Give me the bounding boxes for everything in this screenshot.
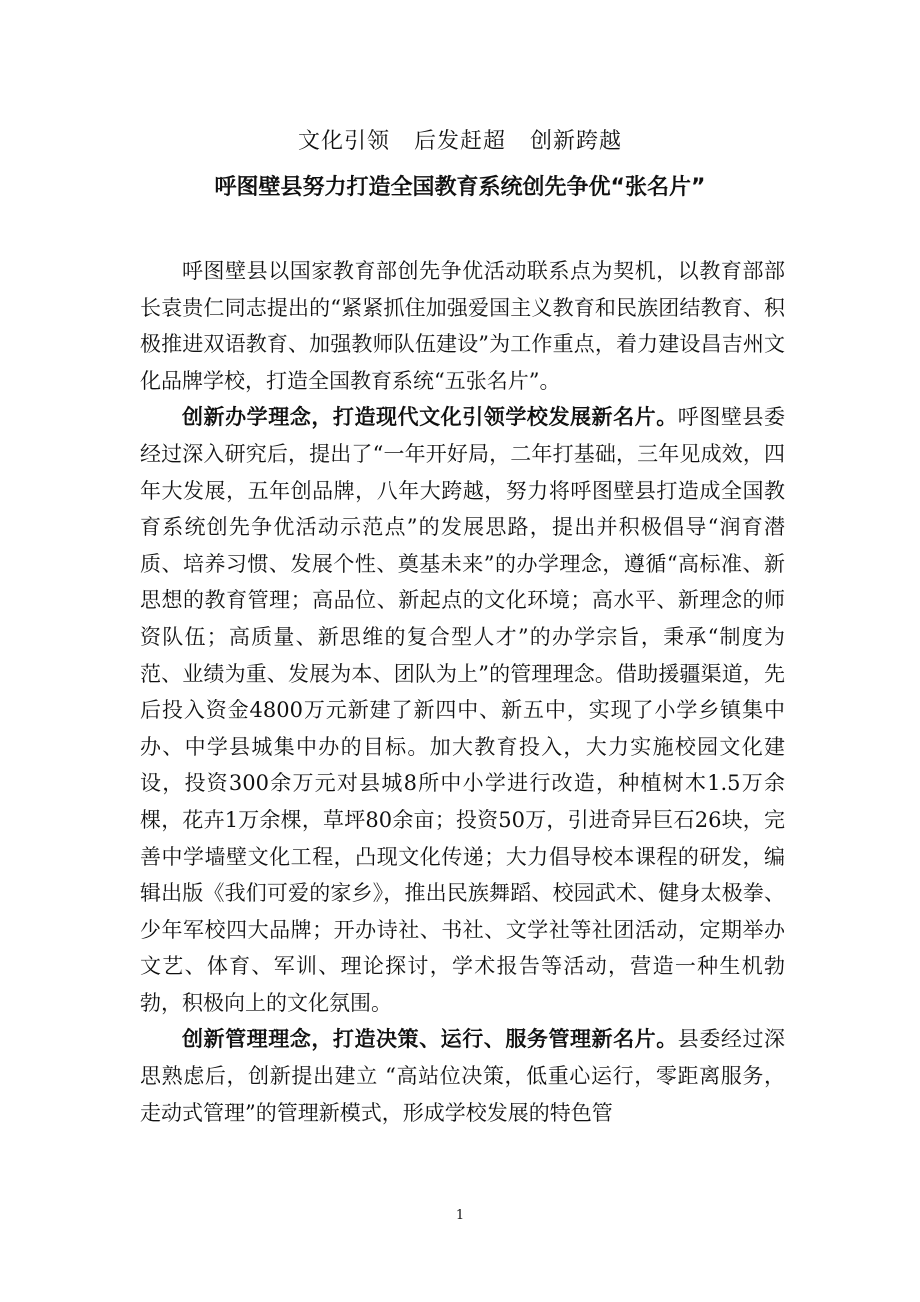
document-body (140, 253, 785, 1131)
document-title: 呼图壁县努力打造全国教育系统创先争优“张名片” (214, 175, 706, 200)
paragraph-text: 县委经过深思熟虑后，创新提出建立 “高站位决策，低重心运行，零距离服务，走动式管理”的管理新模式，形成学校发展的特色管 (140, 1027, 786, 1125)
paragraph-text: 呼图壁县委经过深入研究后，提出了“一年开好局，二年打基础，三年见成效，四年大发展，五年创品牌，八年大跨越，努力将呼图壁县打造成全国教育系统创先争优活动示范点”的发展思路，提出并积极倡导“润育潜质、培养习惯、发展个性、奠基未来”的办学理念，遵循“高标准、新思想的教育管理；高品位、新起点的文化环境；高水平、新理念的师资队伍；高质量、新思维的复合型人才”的办学宗旨，秉承“制度为范、业绩为重、发展为本、团队为上”的管理理念。借助援疆渠道，先后投入资金4800万元新建了新四中、新五中，实现了小学乡镇集中办、中学县城集中办的目标。加大教育投入，大力实施校园文化建设，投资300余万元对县城8所中小学进行改造，种植树木1.5万余棵，花卉1万余棵，草坪80余亩；投资50万，引进奇异巨石26块，完善中学墙壁文化工程，凸现文化传递；大力倡导校本课程的研发，编辑出版《我们可爱的家乡》，推出民族舞蹈、校园武术、健身太极拳、少年军校四大品牌；开办诗社、书社、文学社等社团活动，定期举办文艺、体育、军训、理论探讨，学术报告等活动，营造一种生机勃勃，积极向上的文化氛围。 (140, 405, 786, 1015)
page-number: 1 (455, 1208, 465, 1223)
paragraph-intro (140, 253, 785, 399)
paragraph-management-philosophy (140, 1021, 785, 1131)
paragraph-lead: 创新办学理念，打造现代文化引领学校发展新名片。 (182, 405, 678, 430)
paragraph-text: 呼图壁县以国家教育部创先争优活动联系点为契机，以教育部部长袁贵仁同志提出的“紧紧抓住加强爱国主义教育和民族团结教育、积极推进双语教育、加强教师队伍建设”为工作重点，着力建设昌吉州文化品牌学校，打造全国教育系统“五张名片”。 (140, 259, 785, 393)
document-subtitle: 文化引领 后发赶超 创新跨越 (298, 129, 622, 154)
paragraph-school-philosophy (140, 399, 785, 1021)
paragraph-lead: 创新管理理念，打造决策、运行、服务管理新名片。 (182, 1027, 678, 1052)
